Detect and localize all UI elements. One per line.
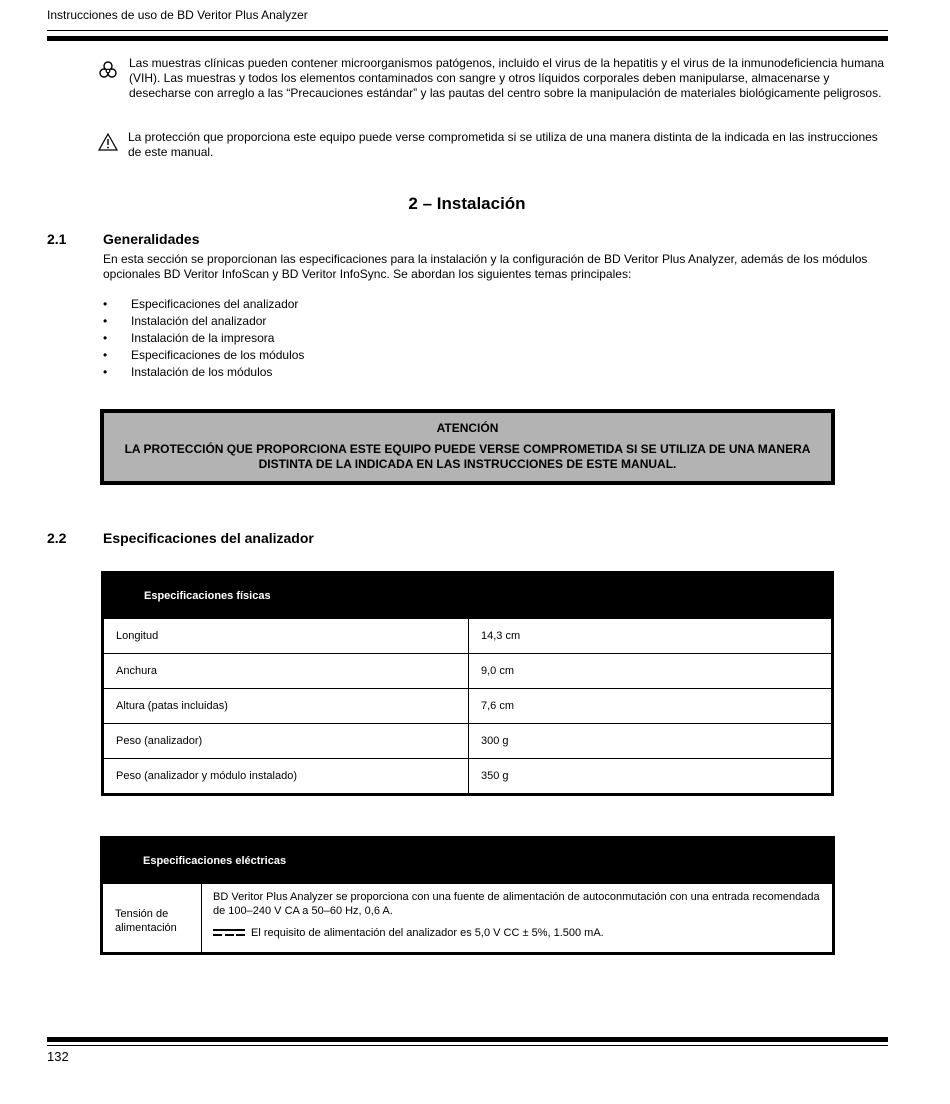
spec-label: Altura (patas incluidas) xyxy=(103,689,469,724)
physical-specs-header: Especificaciones físicas xyxy=(103,573,833,619)
list-item: • Instalación de la impresora xyxy=(103,331,275,345)
spec-label: Longitud xyxy=(103,619,469,654)
section-2-2-number: 2.2 xyxy=(47,530,67,546)
warning-triangle-icon xyxy=(98,132,118,152)
page-number: 132 xyxy=(47,1049,69,1064)
electrical-specs-header: Especificaciones eléctricas xyxy=(102,838,834,884)
topics-list xyxy=(103,296,304,381)
section-2-2-title: Especificaciones del analizador xyxy=(103,530,314,546)
physical-specs-table xyxy=(101,571,834,796)
spec-value: 350 g xyxy=(469,759,833,795)
list-item: • Especificaciones de los módulos xyxy=(103,348,305,362)
attention-text: LA PROTECCIÓN QUE PROPORCIONA ESTE EQUIPO PUEDE VERSE COMPROMETIDA SI SE UTILIZA DE UNA MANERA DISTINTA DE LA INDICADA EN LAS INSTRUCCIONES DE ESTE MANUAL. xyxy=(124,442,811,471)
section-2-1-title: Generalidades xyxy=(103,231,200,247)
protection-warning-text: La protección que proporciona este equipo puede verse comprometida si se utiliza de una manera distinta de la indicada en las instrucciones de este manual. xyxy=(128,130,878,159)
spec-label: Tensión de alimentación xyxy=(102,884,202,954)
attention-title: ATENCIÓN xyxy=(436,421,499,435)
table-row xyxy=(103,654,833,689)
power-requirement-text: El requisito de alimentación del analizador es 5,0 V CC ± 5%, 1.500 mA. xyxy=(251,927,604,939)
running-header-title: Instrucciones de uso de BD Veritor Plus Analyzer xyxy=(47,8,308,22)
table-row xyxy=(102,884,834,954)
dc-current-icon xyxy=(213,928,245,938)
electrical-specs-table xyxy=(100,836,835,955)
spec-value: 7,6 cm xyxy=(469,689,833,724)
chapter-title: 2 – Instalación xyxy=(408,194,526,213)
section-2-1-intro: En esta sección se proporcionan las especificaciones para la instalación y la configuración de BD Veritor Plus Analyzer, además de los módulos opcionales BD Veritor InfoScan y BD Veritor InfoSync. Se abordan los siguientes temas principales: xyxy=(103,252,868,281)
power-requirement-line xyxy=(213,926,824,940)
table-row xyxy=(103,689,833,724)
section-2-1-number: 2.1 xyxy=(47,231,67,247)
header-rule-thin xyxy=(47,30,888,31)
table-row xyxy=(103,619,833,654)
header-rule-thick xyxy=(47,36,888,41)
table-row xyxy=(103,759,833,795)
table-row xyxy=(103,724,833,759)
biohazard-warning-text: Las muestras clínicas pueden contener microorganismos patógenos, incluido el virus de la hepatitis y el virus de la inmunodeficiencia humana (VIH). Las muestras y todos los elementos contaminados con sangre y otros líquidos corporales deben manipularse, almacenarse y desecharse con arreglo a las “Precauciones estándar” y las pautas del centro sobre la manipulación de materiales biológicamente peligrosos. xyxy=(129,56,885,100)
spec-label: Peso (analizador y módulo instalado) xyxy=(103,759,469,795)
list-item: • Instalación del analizador xyxy=(103,314,267,328)
list-item: • Instalación de los módulos xyxy=(103,365,273,379)
biohazard-icon xyxy=(98,60,118,80)
spec-value: 9,0 cm xyxy=(469,654,833,689)
power-supply-text: BD Veritor Plus Analyzer se proporciona con una fuente de alimentación de autoconmutación con una entrada recomendada de 100–240 V CA a 50–60 Hz, 0,6 A. xyxy=(213,891,820,917)
footer-rule-thick xyxy=(47,1037,888,1042)
spec-value: 300 g xyxy=(469,724,833,759)
list-item: • Especificaciones del analizador xyxy=(103,297,299,311)
spec-label: Anchura xyxy=(103,654,469,689)
attention-box xyxy=(100,409,835,485)
footer-rule-thin xyxy=(47,1045,888,1046)
spec-value xyxy=(202,884,834,954)
spec-value: 14,3 cm xyxy=(469,619,833,654)
spec-label: Peso (analizador) xyxy=(103,724,469,759)
